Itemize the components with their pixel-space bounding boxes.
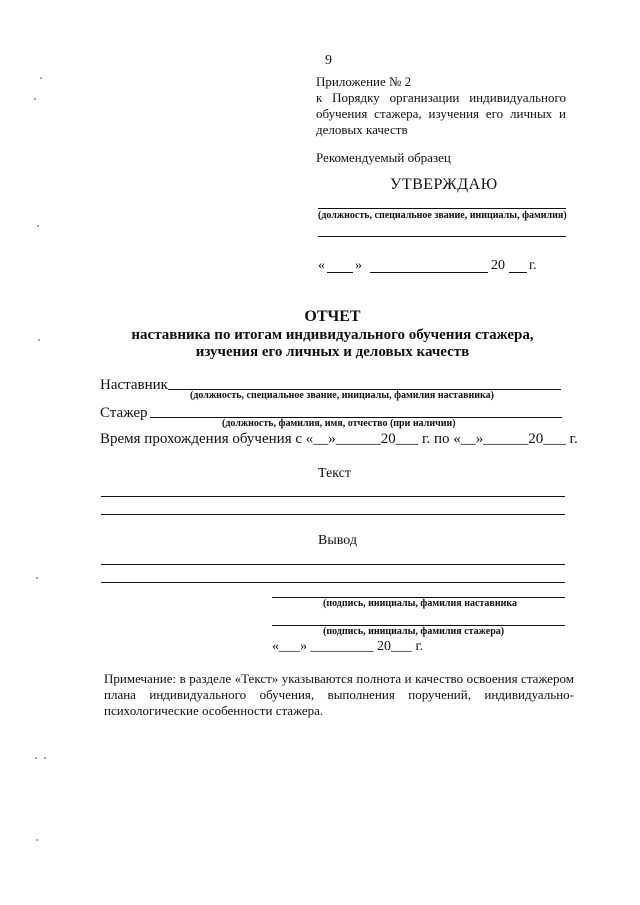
approve-date-quote-open: «	[318, 258, 325, 273]
text-section-line	[101, 514, 565, 515]
appendix-line: деловых качеств	[316, 122, 408, 137]
appendix-line: обучения стажера, изучения его личных и	[316, 106, 566, 121]
approver-caption: (должность, специальное звание, инициалы, фамилия)	[318, 210, 567, 221]
scan-speck	[36, 839, 38, 841]
note-paragraph: Примечание: в разделе «Текст» указываются полнота и качество освоения стажером плана индивидуального обучения, выполнения поручений, индивидуально-психологические особенности стажера.	[104, 671, 574, 718]
mentor-signature-caption: (подпись, инициалы, фамилия наставника	[323, 598, 517, 609]
text-section-heading: Текст	[318, 466, 352, 481]
approver-name-line	[318, 236, 566, 237]
scan-speck	[36, 577, 38, 579]
training-period: Время прохождения обучения с «__»______20___ г. по «__»______20___ г.	[100, 431, 578, 447]
mentor-caption: (должность, специальное звание, инициалы, фамилия наставника)	[190, 390, 494, 401]
trainee-caption: (должность, фамилия, имя, отчество (при наличии)	[222, 418, 456, 429]
appendix-line: к Порядку организации индивидуального	[316, 90, 566, 105]
scan-speck	[35, 757, 37, 759]
trainee-label: Стажер	[100, 405, 148, 421]
signature-date: «___» _________ 20___ г.	[272, 639, 424, 654]
appendix-title: Приложение № 2	[316, 74, 412, 89]
report-title: ОТЧЕТ	[304, 308, 361, 325]
approve-month-line	[370, 272, 488, 273]
approve-heading: УТВЕРЖДАЮ	[390, 176, 498, 193]
scan-speck	[44, 757, 46, 759]
report-subtitle-line: наставника по итогам индивидуального обучения стажера,	[131, 327, 534, 343]
approver-position-line	[318, 208, 566, 209]
approve-year-prefix: 20	[491, 258, 505, 273]
scan-speck	[37, 225, 39, 227]
page-number: 9	[325, 53, 332, 68]
recommended-sample-label: Рекомендуемый образец	[316, 150, 451, 165]
conclusion-section-line	[101, 564, 565, 565]
conclusion-section-line	[101, 582, 565, 583]
scan-speck	[34, 98, 36, 100]
approve-day-line	[327, 272, 353, 273]
approve-date-quote-close: »	[355, 258, 362, 273]
mentor-label: Наставник	[100, 377, 168, 393]
scan-speck	[40, 77, 42, 79]
approve-year-suffix: г.	[529, 258, 537, 273]
conclusion-section-heading: Вывод	[318, 533, 357, 548]
trainee-signature-caption: (подпись, инициалы, фамилия стажера)	[323, 626, 505, 637]
text-section-line	[101, 496, 565, 497]
approve-year-line	[509, 272, 527, 273]
report-subtitle-line: изучения его личных и деловых качеств	[195, 344, 470, 360]
